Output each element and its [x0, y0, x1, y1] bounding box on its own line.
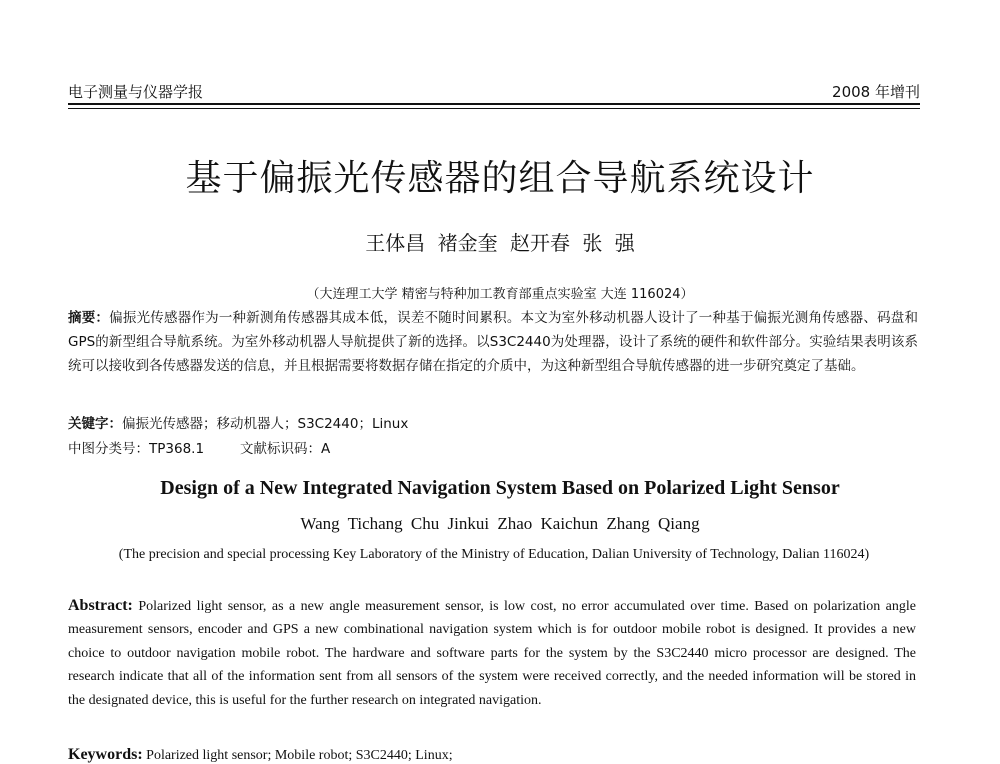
keywords-label-english: Keywords: [68, 746, 143, 763]
class-number-label: 中图分类号： [68, 441, 149, 457]
title-chinese: 基于偏振光传感器的组合导航系统设计 [185, 158, 815, 199]
doc-code-label: 文献标识码： [240, 441, 322, 457]
keywords-label-chinese: 关键字： [68, 416, 122, 432]
header-rule-thick [68, 103, 920, 105]
abstract-text-english: Polarized light sensor, as a new angle measurement sensor, is low cost, no error accumulated over time. Based on polarization angle measurement sensors, encoder and GPS a new combinational navigation system which is for outdoor mobile robot is designed. It provides a new choice to outdoor navigation mobile robot. The hardware and software parts for the system by the S3C2440 micro processor are designed. The research indicate that all of the information sent from all sensors of the system were received correctly, and the needed information will be stored in the designated device, this is useful for the further research on integrated navigation. [68, 599, 916, 708]
doc-code-value: A [321, 441, 331, 457]
abstract-label-chinese: 摘要： [68, 310, 110, 326]
keywords-text-english: Polarized light sensor; Mobile robot; S3C2440; Linux; [146, 748, 453, 763]
affiliation-chinese: （大连理工大学 精密与特种加工教育部重点实验室 大连 116024） [306, 287, 694, 302]
authors-english: Wang Tichang Chu Jinkui Zhao Kaichun Zhang Qiang [300, 514, 700, 533]
classification-line [68, 437, 918, 457]
keywords-chinese [68, 412, 918, 432]
authors-chinese: 王体昌 褚金奎 赵开春 张 强 [365, 231, 635, 255]
abstract-chinese [68, 306, 918, 378]
running-header [68, 76, 920, 102]
journal-name: 电子测量与仪器学报 [68, 83, 204, 101]
title-english: Design of a New Integrated Navigation System Based on Polarized Light Sensor [160, 477, 840, 499]
abstract-label-english: Abstract: [68, 597, 133, 614]
affiliation-english: (The precision and special processing Key Laboratory of the Ministry of Education, Dalian University of Technology, Dalian 116024) [118, 547, 870, 562]
abstract-text-chinese: 偏振光传感器作为一种新测角传感器其成本低，误差不随时间累积。本文为室外移动机器人设计了一种基于偏振光测角传感器、码盘和GPS的新型组合导航系统。为室外移动机器人导航提供了新的选择。以S3C2440为处理器，设计了系统的硬件和软件部分。实验结果表明该系统可以接收到各传感器发送的信息，并且根据需要将数据存储在指定的介质中，为这种新型组合导航传感器的进一步研究奠定了基础。 [68, 310, 918, 374]
keywords-english [68, 746, 916, 764]
header-rule-thin [68, 108, 920, 109]
keywords-text-chinese: 偏振光传感器；移动机器人；S3C2440；Linux [122, 416, 409, 432]
class-number-value: TP368.1 [149, 441, 205, 457]
issue-label: 2008 年增刊 [832, 83, 920, 101]
abstract-english [68, 594, 916, 712]
